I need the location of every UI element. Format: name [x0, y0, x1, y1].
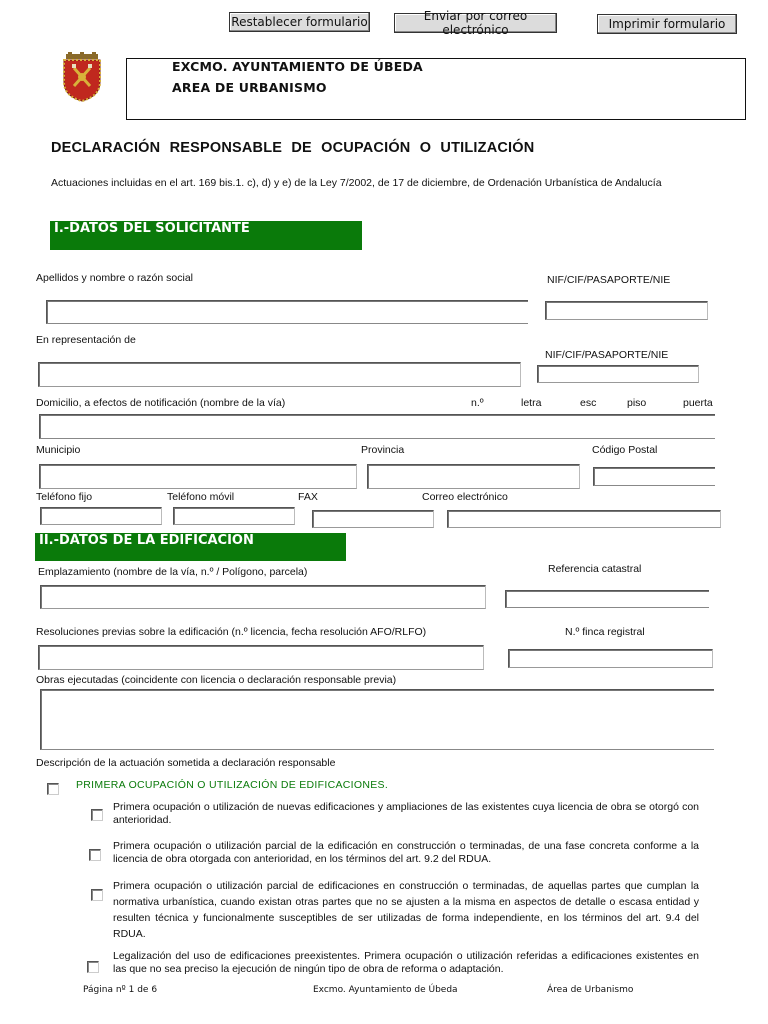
document-intro: Actuaciones incluidas en el art. 169 bis.1. c), d) y e) de la Ley 7/2002, de 17 de diciembre, de Ordenación Urbanística de Andalucía — [51, 177, 662, 189]
footer-organization: Excmo. Ayuntamiento de Úbeda — [313, 985, 458, 995]
works-label: Obras ejecutadas (coincidente con licencia o declaración responsable previa) — [36, 674, 397, 686]
section-building-heading: II.-DATOS DE LA EDIFICACIÓN — [35, 533, 346, 561]
representation-label: En representación de — [36, 334, 136, 346]
nif-label: NIF/CIF/PASAPORTE/NIE — [547, 274, 671, 286]
reset-form-button[interactable]: Restablecer formulario — [229, 12, 370, 32]
option-partial-phase-checkbox[interactable] — [89, 849, 101, 861]
email-input[interactable] — [447, 510, 721, 528]
address-letter-label: letra — [521, 397, 542, 409]
address-label: Domicilio, a efectos de notificación (nombre de la vía) — [36, 397, 286, 409]
first-occupation-heading: PRIMERA OCUPACIÓN O UTILIZACIÓN DE EDIFICACIONES. — [76, 779, 389, 791]
option-partial-compliant-checkbox[interactable] — [91, 889, 103, 901]
postal-code-input[interactable] — [593, 467, 715, 486]
header-org-name: EXCMO. AYUNTAMIENTO DE ÚBEDA — [172, 59, 423, 74]
province-input[interactable] — [367, 464, 580, 489]
name-label: Apellidos y nombre o razón social — [36, 272, 193, 284]
fax-input[interactable] — [312, 510, 434, 528]
province-label: Provincia — [361, 444, 405, 456]
address-stair-label: esc — [580, 397, 597, 409]
email-label: Correo electrónico — [422, 491, 508, 503]
option-legalization-checkbox[interactable] — [87, 961, 99, 973]
email-form-button[interactable]: Enviar por correo electrónico — [394, 13, 557, 33]
print-form-button[interactable]: Imprimir formulario — [597, 14, 737, 34]
option-new-buildings-checkbox[interactable] — [91, 809, 103, 821]
option-legalization-text: Legalización del uso de edificaciones preexistentes. Primera ocupación o utilización referidas a edificaciones existentes en las que no sea preciso la ejecución de ningún tipo de obra de reforma o adaptación. — [113, 950, 699, 975]
address-door-label: puerta — [683, 397, 713, 409]
mobile-input[interactable] — [173, 507, 295, 525]
municipality-label: Municipio — [36, 444, 81, 456]
option-partial-phase-text: Primera ocupación o utilización parcial de la edificación en construcción o terminadas, de una fase concreta conforme a la licencia de obra otorgada con anterioridad, en los términos del art. 9.2 del RDUA. — [113, 840, 699, 865]
resolutions-label: Resoluciones previas sobre la edificación (n.º licencia, fecha resolución AFO/RLFO) — [36, 626, 427, 638]
registry-input[interactable] — [508, 649, 713, 668]
phone-label: Teléfono fijo — [36, 491, 93, 503]
option-partial-compliant-text: Primera ocupación o utilización parcial de edificaciones en construcción o terminadas, de aquellas partes que cumplan la normativa urbanística, cuando existan otras partes que no se ajusten a la misma en aspectos de detalle o escasa entidad y resulten técnica y funcionalmente susceptibles de ser utilizadas de forma independiente, en los términos del art. 9.4 del RDUA. — [113, 880, 699, 940]
representative-nif-label: NIF/CIF/PASAPORTE/NIE — [545, 349, 669, 361]
location-input[interactable] — [40, 585, 486, 609]
cadastral-input[interactable] — [505, 590, 709, 608]
representative-nif-input[interactable] — [537, 365, 699, 383]
resolutions-input[interactable] — [38, 645, 484, 670]
representation-input[interactable] — [38, 362, 521, 387]
header-area-name: AREA DE URBANISMO — [172, 80, 327, 95]
coat-of-arms-icon — [60, 52, 104, 102]
address-input[interactable] — [39, 414, 715, 439]
description-label: Descripción de la actuación sometida a declaración responsable — [36, 757, 336, 769]
postal-code-label: Código Postal — [592, 444, 658, 456]
phone-input[interactable] — [40, 507, 162, 525]
address-number-label: n.º — [471, 397, 484, 409]
municipality-input[interactable] — [39, 464, 357, 489]
location-label: Emplazamiento (nombre de la vía, n.º / Polígono, parcela) — [38, 566, 308, 578]
first-occupation-checkbox[interactable] — [47, 783, 59, 795]
address-floor-label: piso — [627, 397, 647, 409]
registry-label: N.º finca registral — [565, 626, 645, 638]
nif-input[interactable] — [545, 301, 708, 320]
footer-area: Área de Urbanismo — [547, 985, 634, 995]
fax-label: FAX — [298, 491, 318, 503]
section-applicant-heading: I.-DATOS DEL SOLICITANTE — [50, 221, 362, 250]
footer-page-number: Página nº 1 de 6 — [83, 985, 158, 995]
name-input[interactable] — [46, 300, 528, 324]
option-new-buildings-text: Primera ocupación o utilización de nuevas edificaciones y ampliaciones de las existentes cuya licencia de obra se otorgó con anterioridad. — [113, 801, 699, 826]
cadastral-label: Referencia catastral — [548, 563, 642, 575]
mobile-label: Teléfono móvil — [167, 491, 235, 503]
works-textarea[interactable] — [40, 689, 714, 750]
document-title: DECLARACIÓN RESPONSABLE DE OCUPACIÓN O UTILIZACIÓN — [51, 140, 535, 156]
